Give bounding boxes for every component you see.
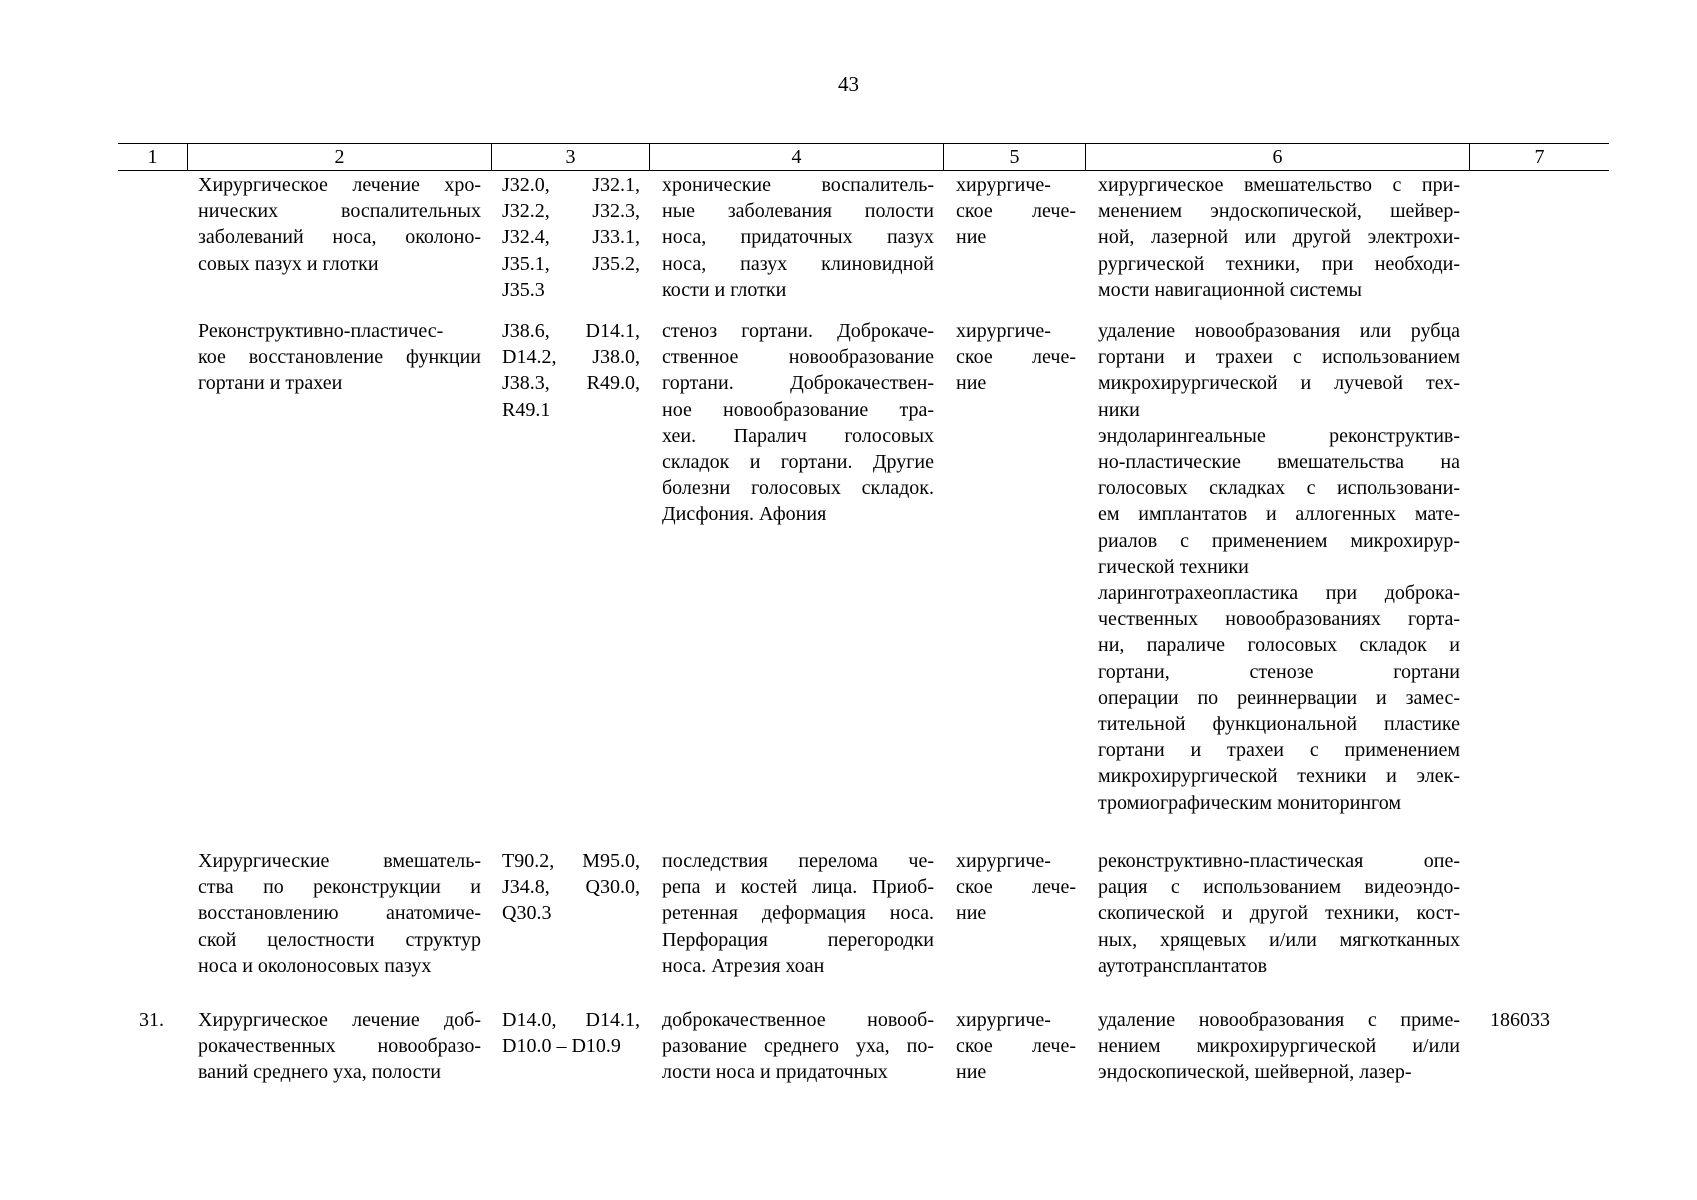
diagnosis-line: складок и гортани. Другие: [662, 451, 934, 474]
treatment-method: [1098, 318, 1460, 816]
method-line: гортани, стенозе гортани: [1098, 660, 1460, 683]
treatment-line: ние: [956, 372, 987, 395]
cost-value: 186033: [1490, 1009, 1550, 1031]
diagnosis: [662, 172, 934, 303]
diagnosis-line: ственное новообразование: [662, 346, 934, 369]
diagnosis-line: Перфорация перегородки: [662, 928, 934, 951]
diagnosis-line: болезни голосовых складок.: [662, 477, 934, 500]
diagnosis-line: стеноз гортани. Доброкаче-: [662, 320, 934, 342]
diagnosis-line: последствия перелома че-: [662, 850, 934, 872]
icd-code: J38.0,: [592, 346, 640, 369]
icd-codes: [502, 848, 640, 927]
icd-code-line: [502, 198, 640, 224]
method-line: скопической и другой техники, кост-: [1098, 902, 1460, 925]
name-line: Хирургические вмешатель-: [198, 850, 481, 872]
icd-code: R49.0,: [586, 372, 640, 395]
icd-code: D14.2,: [502, 346, 557, 369]
icd-code: Q30.0,: [585, 876, 640, 899]
name-line: кое восстановление функции: [198, 346, 481, 369]
name-line: гортани и трахеи: [198, 372, 343, 395]
name-line: заболеваний носа, околоно-: [198, 226, 481, 249]
icd-code-line: [502, 318, 640, 344]
header-col-3: 3: [491, 144, 649, 170]
icd-code-line: [502, 172, 640, 198]
icd-code-line: [502, 344, 640, 370]
name-line: Хирургическое лечение доб-: [198, 1009, 481, 1031]
icd-code-line: [502, 370, 640, 396]
method-line: тромиографическим мониторингом: [1098, 791, 1402, 814]
treatment-method: [1098, 1007, 1460, 1086]
diagnosis-line: гортани. Доброкачествен-: [662, 372, 934, 395]
method-line: ных, хрящевых и/или мягкотканных: [1098, 928, 1460, 951]
treatment-line: хирургиче-: [956, 850, 1051, 872]
diagnosis-line: ные заболевания полости: [662, 200, 934, 223]
icd-code-line: [502, 224, 640, 250]
name-line: ваний среднего уха, полости: [198, 1061, 441, 1084]
icd-codes: [502, 1007, 640, 1059]
procedure-name: [198, 1007, 481, 1086]
name-line: Реконструктивно-пластичес-: [198, 320, 444, 342]
icd-codes: [502, 318, 640, 423]
method-line: но-пластические вмешательства на: [1098, 451, 1460, 474]
method-line: реконструктивно-пластическая опе-: [1098, 850, 1460, 872]
icd-code: D14.0,: [502, 1009, 557, 1031]
diagnosis-line: носа, пазух клиновидной: [662, 252, 934, 275]
treatment-line: хирургиче-: [956, 174, 1051, 196]
procedure-name: [198, 318, 481, 397]
method-line: микрохирургической и лучевой тех-: [1098, 372, 1460, 395]
header-col-4: 4: [649, 144, 943, 170]
diagnosis-line: хеи. Паралич голосовых: [662, 424, 934, 447]
header-col-5: 5: [943, 144, 1085, 170]
method-line: аутотрансплантатов: [1098, 954, 1268, 977]
treatment-type: [956, 848, 1076, 927]
method-line: операции по реиннервации и замес-: [1098, 686, 1460, 709]
name-line: нических воспалительных: [198, 200, 481, 223]
icd-code: J34.8,: [502, 876, 550, 899]
method-line: эндоларингеальные реконструктив-: [1098, 424, 1460, 447]
treatment-type: [956, 172, 1076, 251]
treatment-method: [1098, 848, 1460, 979]
procedure-name: [198, 848, 481, 979]
table-header: [118, 143, 1609, 171]
icd-code: J38.6,: [502, 320, 550, 342]
icd-code-line: [502, 277, 640, 303]
name-line: ской целостности структур: [198, 928, 481, 951]
method-line: ной, лазерной или другой электрохи-: [1098, 226, 1460, 249]
method-line: менением эндоскопической, шейвер-: [1098, 200, 1460, 223]
icd-code: J35.3: [502, 278, 545, 301]
name-line: совых пазух и глотки: [198, 252, 379, 275]
diagnosis-line: лости носа и придаточных: [662, 1061, 888, 1084]
name-line: восстановлению анатомиче-: [198, 902, 481, 925]
icd-code: J32.0,: [502, 174, 550, 196]
diagnosis-line: носа. Атрезия хоан: [662, 954, 825, 977]
icd-code: Q30.3: [502, 902, 552, 925]
method-line: гортани и трахеи с применением: [1098, 739, 1460, 762]
header-col-2: 2: [187, 144, 491, 170]
method-line: риалов с применением микрохирур-: [1098, 529, 1460, 552]
icd-code: J33.1,: [592, 226, 640, 249]
diagnosis-line: Дисфония. Афония: [662, 503, 827, 526]
method-line: рургической техники, при необходи-: [1098, 252, 1460, 275]
row-number: 31.: [139, 1009, 164, 1031]
treatment-line: ское лече-: [956, 200, 1076, 223]
treatment-line: хирургиче-: [956, 1009, 1051, 1031]
treatment-method: [1098, 172, 1460, 303]
treatment-line: ние: [956, 902, 987, 925]
treatment-type: [956, 1007, 1076, 1086]
treatment-line: ние: [956, 226, 987, 249]
treatment-line: ское лече-: [956, 346, 1076, 369]
header-col-1: 1: [147, 146, 158, 168]
method-line: ем имплантатов и аллогенных мате-: [1098, 503, 1460, 526]
icd-code: J32.2,: [502, 200, 550, 223]
icd-codes: [502, 172, 640, 303]
page-number: 43: [838, 72, 859, 96]
method-line: гортани и трахеи с использованием: [1098, 346, 1460, 369]
diagnosis: [662, 1007, 934, 1086]
method-line: микрохирургической техники и элек-: [1098, 765, 1460, 788]
diagnosis: [662, 318, 934, 528]
method-line: чественных новообразованиях горта-: [1098, 608, 1460, 631]
icd-code-line: [502, 397, 640, 423]
method-line: гической техники: [1098, 555, 1249, 578]
diagnosis-line: ное новообразование тра-: [662, 398, 934, 421]
header-col-7: 7: [1469, 144, 1609, 170]
icd-code: R49.1: [502, 398, 551, 421]
icd-code: J35.1,: [502, 252, 550, 275]
treatment-line: ское лече-: [956, 876, 1076, 899]
method-line: нением микрохирургической и/или: [1098, 1035, 1460, 1058]
method-line: удаление новообразования или рубца: [1098, 320, 1460, 342]
diagnosis-line: репа и костей лица. Приоб-: [662, 876, 934, 899]
treatment-type: [956, 318, 1076, 397]
icd-code: T90.2,: [502, 850, 555, 872]
icd-code: J38.3,: [502, 372, 550, 395]
icd-code-line: [502, 1007, 640, 1033]
icd-code: D14.1,: [585, 1009, 640, 1031]
header-col-6: 6: [1085, 144, 1469, 170]
method-line: ларинготрахеопластика при доброка-: [1098, 582, 1460, 605]
name-line: Хирургическое лечение хро-: [198, 174, 481, 196]
diagnosis-line: разование среднего уха, по-: [662, 1035, 934, 1058]
method-line: рация с использованием видеоэндо-: [1098, 876, 1460, 899]
method-line: удаление новообразования с приме-: [1098, 1009, 1460, 1031]
icd-code: J32.1,: [592, 174, 640, 196]
name-line: носа и околоносовых пазух: [198, 954, 432, 977]
method-line: мости навигационной системы: [1098, 278, 1362, 301]
method-line: хирургическое вмешательство с при-: [1098, 174, 1460, 196]
treatment-line: ское лече-: [956, 1035, 1076, 1058]
icd-code-line: [502, 1033, 640, 1059]
diagnosis-line: кости и глотки: [662, 278, 787, 301]
treatment-line: хирургиче-: [956, 320, 1051, 342]
icd-code: J35.2,: [592, 252, 640, 275]
treatment-line: ние: [956, 1061, 987, 1084]
diagnosis-line: ретенная деформация носа.: [662, 902, 934, 925]
icd-code-line: [502, 874, 640, 900]
icd-code: J32.4,: [502, 226, 550, 249]
diagnosis: [662, 848, 934, 979]
method-line: тительной функциональной пластике: [1098, 713, 1460, 736]
diagnosis-line: хронические воспалитель-: [662, 174, 934, 196]
icd-code: D10.0 – D10.9: [502, 1035, 621, 1058]
name-line: ства по реконструкции и: [198, 876, 481, 899]
method-line: голосовых складках с использовани-: [1098, 477, 1460, 500]
diagnosis-line: доброкачественное новооб-: [662, 1009, 934, 1031]
method-line: эндоскопической, шейверной, лазер-: [1098, 1061, 1412, 1084]
name-line: рокачественных новообразо-: [198, 1035, 481, 1058]
icd-code-line: [502, 251, 640, 277]
diagnosis-line: носа, придаточных пазух: [662, 226, 934, 249]
method-line: ни, параличе голосовых складок и: [1098, 634, 1460, 657]
icd-code: M95.0,: [582, 850, 640, 872]
procedure-name: [198, 172, 481, 277]
icd-code: J32.3,: [592, 200, 640, 223]
icd-code-line: [502, 848, 640, 874]
icd-code-line: [502, 900, 640, 926]
method-line: ники: [1098, 398, 1140, 421]
icd-code: D14.1,: [585, 320, 640, 342]
